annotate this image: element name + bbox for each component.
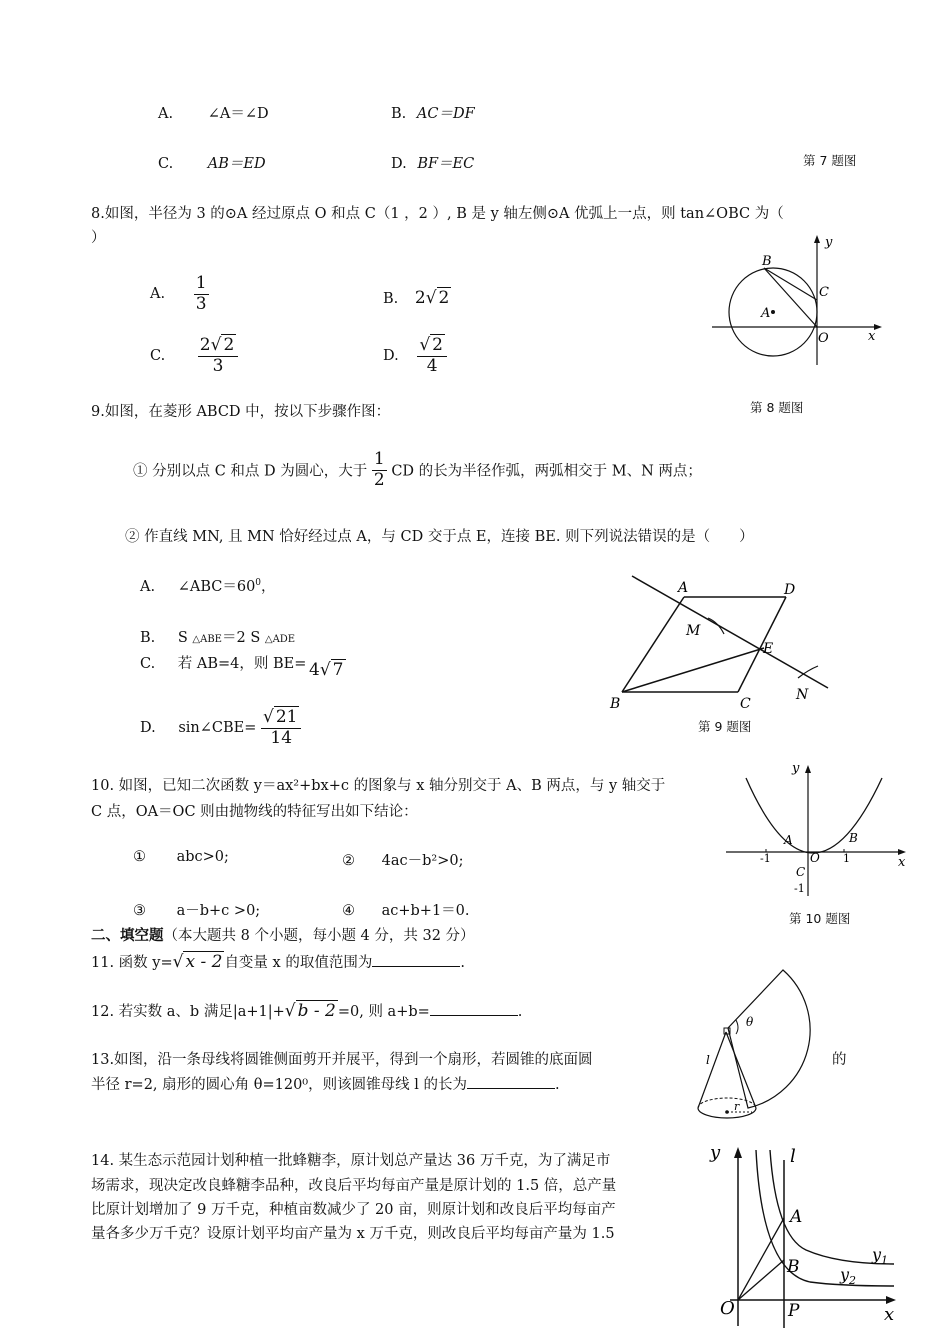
q7-option-a: A. ∠A＝∠D — [158, 106, 269, 122]
q10-conclusion-1: ① abc>0; — [133, 849, 229, 865]
y-arrow — [805, 765, 811, 773]
label-y: y — [710, 1142, 721, 1163]
q10-conclusion-3: ③ a－b+c >0; — [133, 903, 261, 919]
y-arrow — [734, 1147, 742, 1158]
label-y1: $y_1$ — [872, 1245, 889, 1267]
base-center — [725, 1110, 729, 1114]
label-o: O — [810, 851, 820, 865]
segment-oa — [738, 1218, 784, 1300]
q13-figure — [690, 966, 840, 1130]
q8-option-a: A. $\frac{1}{3}$ — [150, 273, 207, 314]
answer-blank[interactable] — [430, 1003, 518, 1016]
q11: 11. 函数 y=√ x - 2 自变量 x 的取值范围为 . — [91, 952, 465, 972]
q9-option-c-value: 4√ 7 — [309, 660, 344, 680]
answer-blank[interactable] — [372, 954, 460, 967]
q9-option-a: A. $\angle ABC=60^0$， — [140, 578, 276, 595]
q8-figure — [706, 230, 886, 370]
label-y2: $y_2$ — [840, 1265, 857, 1287]
tick-label-1: 1 — [843, 852, 850, 865]
q9-option-d: D. sin∠CBE= $\frac{√ 21}{14}$ — [140, 708, 301, 748]
sector — [728, 970, 810, 1108]
label-y: y — [825, 235, 833, 250]
q7-caption: 第 7 题图 — [803, 153, 857, 168]
x-arrow — [886, 1296, 896, 1304]
label-x: x — [868, 329, 876, 344]
q8-option-d: D. $\frac{√ 2}{4}$ — [383, 336, 447, 376]
side-dc — [738, 597, 786, 692]
label-p: P — [788, 1301, 800, 1321]
q10-stem-line2: C 点，OA＝OC 则由抛物线的特征写出如下结论： — [91, 804, 418, 820]
fraction: $\frac{1}{2}$ — [373, 449, 385, 490]
q10-conclusion-2: ② 4ac－b²>0; — [342, 853, 464, 869]
label-a: A — [784, 833, 793, 847]
q7-option-b: B. AC＝DF — [391, 106, 475, 122]
q14-figure — [700, 1136, 910, 1344]
label-o: O — [818, 331, 829, 346]
q8-stem-line1: 8.如图，半径为 3 的⊙A 经过原点 O 和点 C（1 ，2 ）, B 是 y 轴左侧⊙A 优弧上一点，则 tan∠OBC 为（ — [91, 206, 784, 222]
label-y: y — [792, 761, 800, 776]
cone-left-side — [698, 1032, 726, 1108]
segment-bo — [764, 268, 817, 327]
q14-line4: 量各多少万千克？设原计划平均亩产量为 x 万千克，则改良后平均每亩产量为 1.5 — [91, 1226, 615, 1242]
q13-line2: 半径 r=2, 扇形的圆心角 θ=120⁰，则该圆锥母线 l 的长为 . — [91, 1077, 560, 1093]
q9-figure — [600, 570, 840, 710]
tick-label-neg1-y: -1 — [794, 882, 805, 895]
q13-line1-end: 的 — [832, 1052, 847, 1068]
label-x: x — [884, 1304, 895, 1325]
q13-line1: 13.如图，沿一条母线将圆锥侧面剪开并展平，得到一个扇形，若圆锥的底面圆 — [91, 1052, 593, 1068]
segment-ob — [738, 1260, 784, 1300]
q12: 12. 若实数 a、b 满足|a+1|+√ b - 2 =0, 则 a+b= . — [91, 1001, 523, 1021]
label-a: A — [790, 1207, 803, 1227]
label-e: E — [763, 641, 774, 657]
label-r: r — [734, 1100, 740, 1113]
q7-option-d: D. BF＝EC — [391, 156, 475, 172]
q8-caption: 第 8 题图 — [750, 400, 804, 415]
q8-option-c: C. $\frac{2√ 2}{3}$ — [150, 336, 238, 376]
q14-line3: 比原计划增加了 9 万千克，种植亩数减少了 20 亩，则原计划和改良后平均每亩产 — [91, 1202, 616, 1218]
label-n: N — [796, 687, 809, 703]
label-b: B — [849, 831, 858, 845]
label-x: x — [898, 855, 906, 870]
segment-bc — [764, 268, 817, 300]
label-a: A — [761, 306, 771, 321]
angle-mark — [736, 1020, 738, 1034]
section2-heading: 二、填空题（本大题共 8 个小题，每小题 4 分，共 32 分） — [91, 927, 475, 944]
q14-line1: 14. 某生态示范园计划种植一批蜂糖李，原计划总产量达 36 万千克，为了满足市 — [91, 1153, 611, 1169]
label-l: l — [706, 1053, 710, 1067]
q10-conclusion-4: ④ ac+b+1＝0. — [342, 903, 470, 919]
label-b: B — [610, 696, 621, 710]
q9-caption: 第 9 题图 — [698, 719, 752, 734]
label-a: A — [678, 580, 689, 596]
q9-step1: ① 分别以点 C 和点 D 为圆心，大于 $\frac{1}{2}$ CD 的长为半径作弧，两弧相交于 M、N 两点； — [133, 449, 702, 490]
q9-option-c: C. 若 AB=4，则 BE= — [140, 656, 307, 672]
tick-label-neg1: -1 — [760, 852, 771, 865]
q8-option-b: B. 2√ 2 — [383, 288, 450, 308]
fraction: $\frac{2√ 2}{3}$ — [198, 336, 239, 376]
parabola — [746, 778, 882, 853]
answer-blank[interactable] — [467, 1076, 555, 1089]
q9-step2: ② 作直线 MN, 且 MN 恰好经过点 A，与 CD 交于点 E，连接 BE. 则下列说法错误的是（ ） — [125, 529, 754, 545]
label-theta: θ — [746, 1015, 754, 1029]
label-o: O — [720, 1298, 735, 1319]
label-b: B — [787, 1257, 800, 1277]
fraction: $\frac{√ 21}{14}$ — [261, 708, 301, 748]
label-b: B — [762, 254, 772, 269]
segment-be — [622, 648, 764, 692]
q10-stem-line1: 10. 如图，已知二次函数 y＝ax²+bx+c 的图象与 x 轴分别交于 A、B 两点，与 y 轴交于 — [91, 778, 666, 794]
point-a — [771, 310, 775, 314]
fraction: $\frac{√ 2}{4}$ — [417, 336, 447, 376]
q7-option-c: C. AB＝ED — [158, 156, 266, 172]
label-m: M — [686, 623, 701, 639]
q9-stem: 9.如图，在菱形 ABCD 中，按以下步骤作图： — [91, 404, 391, 420]
label-l: l — [790, 1146, 796, 1167]
y-arrow — [814, 235, 820, 243]
q10-caption: 第 10 题图 — [789, 911, 851, 926]
q9-option-b: B. S △ABE＝2 S △ADE — [140, 630, 296, 646]
label-c: C — [796, 865, 806, 879]
q8-stem-line2: ） — [91, 230, 106, 246]
q10-figure — [722, 758, 912, 900]
fraction: $\frac{1}{3}$ — [195, 273, 207, 314]
label-c: C — [819, 285, 829, 300]
cone-right-side — [726, 1032, 756, 1108]
label-c: C — [740, 696, 751, 710]
side-ab — [622, 597, 684, 692]
q14-line2: 场需求，现决定改良蜂糖李品种，改良后平均每亩产量是原计划的 1.5 倍，总产量 — [91, 1178, 617, 1194]
label-d: D — [784, 582, 796, 598]
